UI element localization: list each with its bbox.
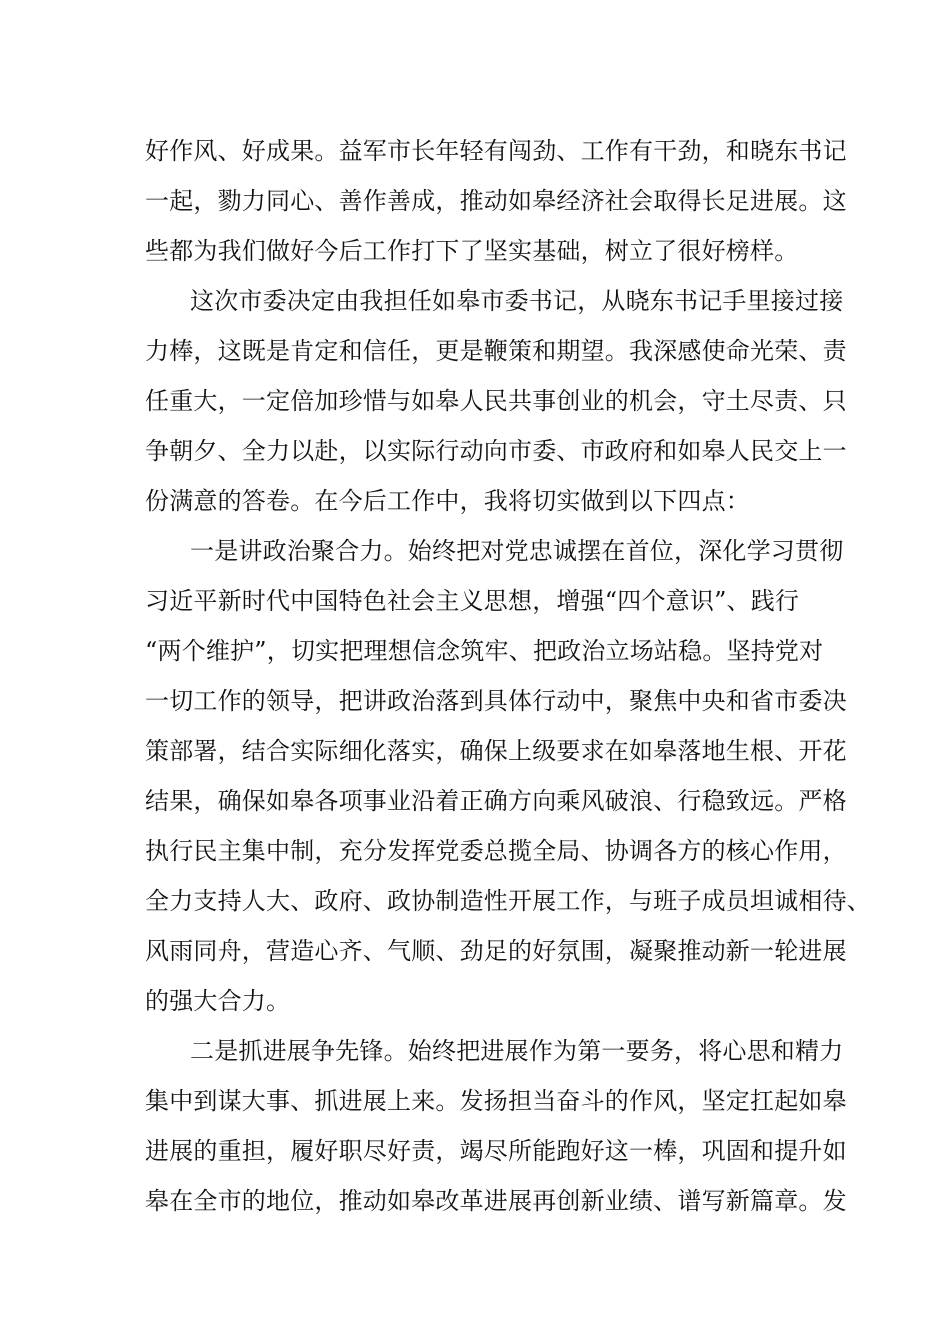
text-line: 力棒，这既是肯定和信任，更是鞭策和期望。我深感使命光荣、责 <box>145 337 847 365</box>
paragraph-start-line: 二是抓进展争先锋。始终把进展作为第一要务，将心思和精力 <box>190 1037 844 1065</box>
text-line: 策部署，结合实际细化落实，确保上级要求在如皋落地生根、开花 <box>145 737 847 765</box>
text-line: 份满意的答卷。在今后工作中，我将切实做到以下四点： <box>145 487 750 515</box>
text-line: 好作风、好成果。益军市长年轻有闯劲、工作有干劲，和晓东书记 <box>145 137 847 165</box>
text-line: 一起，勠力同心、善作善成，推动如皋经济社会取得长足进展。这 <box>145 187 847 215</box>
paragraph-start-line: 一是讲政治聚合力。始终把对党忠诚摆在首位，深化学习贯彻 <box>190 537 844 565</box>
text-line: 的强大合力。 <box>145 987 291 1015</box>
text-line: 集中到谋大事、抓进展上来。发扬担当奋斗的作风，坚定扛起如皋 <box>145 1087 847 1115</box>
text-line: 习近平新时代中国特色社会主义思想，增强“四个意识”、践行 <box>145 587 800 615</box>
text-line: 些都为我们做好今后工作打下了坚实基础，树立了很好榜样。 <box>145 237 799 265</box>
text-line: 结果，确保如皋各项事业沿着正确方向乘风破浪、行稳致远。严格 <box>145 787 847 815</box>
text-line: 任重大，一定倍加珍惜与如皋人民共事创业的机会，守土尽责、只 <box>145 387 847 415</box>
paragraph-start-line: 这次市委决定由我担任如皋市委书记，从晓东书记手里接过接 <box>190 287 844 315</box>
text-line: “两个维护”，切实把理想信念筑牢、把政治立场站稳。坚持党对 <box>145 637 824 665</box>
text-line: 执行民主集中制，充分发挥党委总揽全局、协调各方的核心作用， <box>145 837 847 865</box>
text-line: 进展的重担，履好职尽好责，竭尽所能跑好这一棒，巩固和提升如 <box>145 1137 847 1165</box>
text-line: 一切工作的领导，把讲政治落到具体行动中，聚焦中央和省市委决 <box>145 687 847 715</box>
text-line: 全力支持人大、政府、政协制造性开展工作，与班子成员坦诚相待、 <box>145 887 871 915</box>
text-line: 皋在全市的地位，推动如皋改革进展再创新业绩、谱写新篇章。发 <box>145 1187 847 1215</box>
text-line: 风雨同舟，营造心齐、气顺、劲足的好氛围，凝聚推动新一轮进展 <box>145 937 847 965</box>
text-line: 争朝夕、全力以赴，以实际行动向市委、市政府和如皋人民交上一 <box>145 437 847 465</box>
